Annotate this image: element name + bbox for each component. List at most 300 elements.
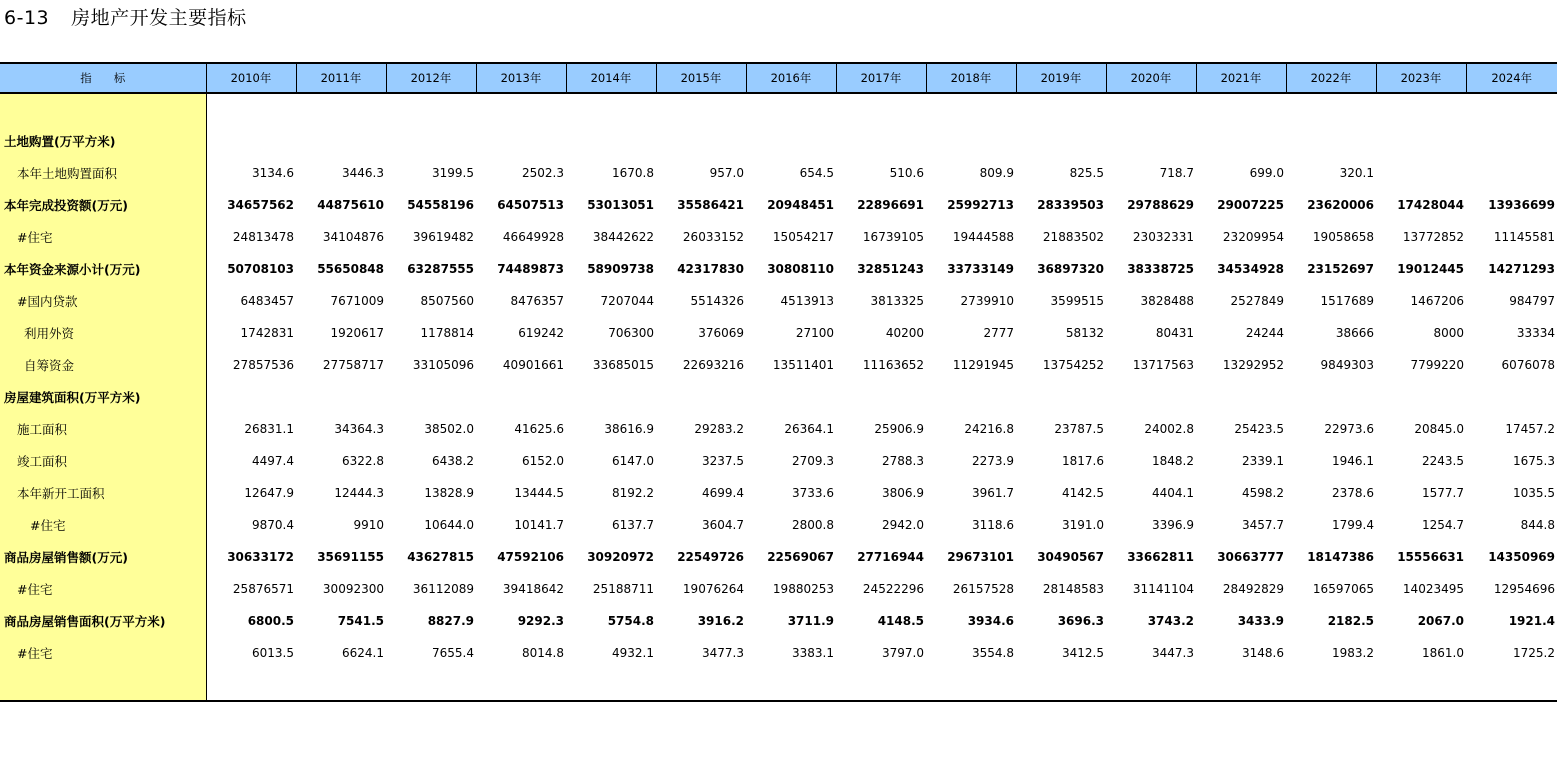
year-column-header: 2021年 xyxy=(1196,63,1286,93)
indicator-label: #住宅 xyxy=(0,221,206,253)
empty-cell xyxy=(926,93,1016,125)
value-cell: 15556631 xyxy=(1397,550,1464,564)
value-cell: 3828488 xyxy=(1140,294,1194,308)
value-cell: 23209954 xyxy=(1222,230,1284,244)
value-cell: 12444.3 xyxy=(334,486,384,500)
value-cell: 38616.9 xyxy=(604,422,654,436)
value-cell: 12954696 xyxy=(1493,582,1555,596)
value-cell xyxy=(1466,381,1557,413)
value-cell: 4513913 xyxy=(780,294,834,308)
value-cell: 376069 xyxy=(698,326,744,340)
value-cell: 11291945 xyxy=(952,358,1014,372)
value-cell: 24522296 xyxy=(862,582,924,596)
empty-cell xyxy=(386,669,476,700)
value-cell: 7207044 xyxy=(600,294,654,308)
value-cell: 3813325 xyxy=(870,294,924,308)
year-column-header: 2010年 xyxy=(206,63,296,93)
value-cell: 24244 xyxy=(1245,326,1284,340)
value-cell xyxy=(206,381,296,413)
value-cell: 28148583 xyxy=(1042,582,1104,596)
value-cell: 984797 xyxy=(1509,294,1555,308)
value-cell: 19076264 xyxy=(682,582,744,596)
value-cell: 54558196 xyxy=(407,198,474,212)
value-cell: 3383.1 xyxy=(792,646,834,660)
value-cell: 17457.2 xyxy=(1505,422,1555,436)
value-cell: 9849303 xyxy=(1320,358,1374,372)
value-cell: 16597065 xyxy=(1312,582,1374,596)
indicators-table xyxy=(0,62,1557,700)
value-cell: 35691155 xyxy=(317,550,384,564)
empty-cell xyxy=(746,669,836,700)
empty-cell xyxy=(1016,669,1106,700)
indicator-label: 土地购置(万平方米) xyxy=(0,125,206,157)
value-cell: 1517689 xyxy=(1320,294,1374,308)
empty-cell xyxy=(386,93,476,125)
value-cell: 46649928 xyxy=(502,230,564,244)
value-cell: 17428044 xyxy=(1397,198,1464,212)
value-cell: 32851243 xyxy=(857,262,924,276)
value-cell: 58909738 xyxy=(587,262,654,276)
value-cell: 33733149 xyxy=(947,262,1014,276)
value-cell: 27758717 xyxy=(322,358,384,372)
value-cell: 718.7 xyxy=(1159,166,1194,180)
value-cell: 26157528 xyxy=(952,582,1014,596)
value-cell: 39418642 xyxy=(502,582,564,596)
value-cell: 2527849 xyxy=(1230,294,1284,308)
value-cell xyxy=(746,381,836,413)
value-cell: 55650848 xyxy=(317,262,384,276)
value-cell: 40200 xyxy=(885,326,924,340)
value-cell: 3554.8 xyxy=(972,646,1014,660)
value-cell: 6624.1 xyxy=(342,646,384,660)
spacer-row xyxy=(0,93,1557,125)
table-row xyxy=(0,349,1557,381)
value-cell: 6438.2 xyxy=(432,454,474,468)
value-cell xyxy=(1286,381,1376,413)
value-cell: 6013.5 xyxy=(252,646,294,660)
value-cell: 7541.5 xyxy=(337,614,384,628)
value-cell: 2378.6 xyxy=(1332,486,1374,500)
indicator-label: 本年土地购置面积 xyxy=(0,157,206,189)
value-cell: 2339.1 xyxy=(1242,454,1284,468)
value-cell: 8507560 xyxy=(420,294,474,308)
value-cell: 19444588 xyxy=(952,230,1014,244)
indicator-label: 本年新开工面积 xyxy=(0,477,206,509)
table-row xyxy=(0,509,1557,541)
value-cell: 13754252 xyxy=(1042,358,1104,372)
table-row xyxy=(0,381,1557,413)
value-cell: 27716944 xyxy=(857,550,924,564)
value-cell: 4497.4 xyxy=(252,454,294,468)
value-cell: 3191.0 xyxy=(1062,518,1104,532)
value-cell: 40901661 xyxy=(502,358,564,372)
value-cell xyxy=(566,381,656,413)
value-cell: 35586421 xyxy=(677,198,744,212)
value-cell: 3447.3 xyxy=(1152,646,1194,660)
indicator-label: 本年资金来源小计(万元) xyxy=(0,253,206,285)
empty-cell xyxy=(836,93,926,125)
value-cell: 2067.0 xyxy=(1417,614,1464,628)
value-cell: 23152697 xyxy=(1307,262,1374,276)
value-cell: 25906.9 xyxy=(874,422,924,436)
value-cell xyxy=(1466,157,1557,189)
value-cell: 33105096 xyxy=(412,358,474,372)
year-column-header: 2024年 xyxy=(1466,63,1557,93)
value-cell: 25876571 xyxy=(232,582,294,596)
value-cell: 3134.6 xyxy=(252,166,294,180)
value-cell xyxy=(656,381,746,413)
value-cell: 34657562 xyxy=(227,198,294,212)
value-cell: 22693216 xyxy=(682,358,744,372)
value-cell xyxy=(206,125,296,157)
indicator-label: #住宅 xyxy=(0,637,206,669)
value-cell: 3237.5 xyxy=(702,454,744,468)
empty-cell xyxy=(656,93,746,125)
value-cell xyxy=(1196,125,1286,157)
value-cell xyxy=(746,125,836,157)
value-cell: 29673101 xyxy=(947,550,1014,564)
value-cell: 74489873 xyxy=(497,262,564,276)
value-cell: 23032331 xyxy=(1132,230,1194,244)
value-cell: 27100 xyxy=(795,326,834,340)
value-cell: 2739910 xyxy=(960,294,1014,308)
empty-cell xyxy=(926,669,1016,700)
value-cell: 1817.6 xyxy=(1062,454,1104,468)
year-column-header: 2011年 xyxy=(296,63,386,93)
value-cell: 19880253 xyxy=(772,582,834,596)
value-cell: 2788.3 xyxy=(882,454,924,468)
value-cell: 80431 xyxy=(1155,326,1194,340)
indicator-column-header: 指标 xyxy=(0,63,206,93)
value-cell xyxy=(1016,381,1106,413)
value-cell: 34104876 xyxy=(322,230,384,244)
indicator-label: 施工面积 xyxy=(0,413,206,445)
data-table-container xyxy=(0,62,1557,700)
table-row xyxy=(0,605,1557,637)
value-cell: 1946.1 xyxy=(1332,454,1374,468)
value-cell: 4404.1 xyxy=(1152,486,1194,500)
value-cell: 25423.5 xyxy=(1234,422,1284,436)
value-cell: 12647.9 xyxy=(244,486,294,500)
value-cell: 64507513 xyxy=(497,198,564,212)
table-row xyxy=(0,413,1557,445)
value-cell: 20948451 xyxy=(767,198,834,212)
value-cell: 3733.6 xyxy=(792,486,834,500)
indicator-cell-empty xyxy=(0,93,206,125)
table-row xyxy=(0,285,1557,317)
year-column-header: 2022年 xyxy=(1286,63,1376,93)
value-cell: 27857536 xyxy=(232,358,294,372)
value-cell: 3743.2 xyxy=(1147,614,1194,628)
indicator-label: #住宅 xyxy=(0,573,206,605)
indicator-label: 利用外资 xyxy=(0,317,206,349)
value-cell xyxy=(1016,125,1106,157)
value-cell: 825.5 xyxy=(1069,166,1104,180)
value-cell: 3446.3 xyxy=(342,166,384,180)
value-cell: 3396.9 xyxy=(1152,518,1194,532)
page-title xyxy=(4,4,247,32)
table-row xyxy=(0,253,1557,285)
empty-cell xyxy=(1196,669,1286,700)
value-cell: 42317830 xyxy=(677,262,744,276)
value-cell: 5514326 xyxy=(690,294,744,308)
value-cell: 33662811 xyxy=(1127,550,1194,564)
value-cell: 24002.8 xyxy=(1144,422,1194,436)
value-cell: 654.5 xyxy=(799,166,834,180)
value-cell xyxy=(386,381,476,413)
value-cell xyxy=(836,125,926,157)
value-cell: 619242 xyxy=(518,326,564,340)
value-cell: 1670.8 xyxy=(612,166,654,180)
value-cell: 8827.9 xyxy=(427,614,474,628)
value-cell: 30808110 xyxy=(767,262,834,276)
empty-cell xyxy=(746,93,836,125)
value-cell: 8000 xyxy=(1433,326,1464,340)
empty-cell xyxy=(1016,93,1106,125)
value-cell: 39619482 xyxy=(412,230,474,244)
empty-cell xyxy=(296,669,386,700)
value-cell: 4932.1 xyxy=(612,646,654,660)
empty-cell xyxy=(1376,93,1466,125)
year-column-header: 2019年 xyxy=(1016,63,1106,93)
year-column-header: 2015年 xyxy=(656,63,746,93)
value-cell: 3148.6 xyxy=(1242,646,1284,660)
value-cell: 1675.3 xyxy=(1513,454,1555,468)
value-cell: 706300 xyxy=(608,326,654,340)
value-cell: 14023495 xyxy=(1402,582,1464,596)
value-cell: 3118.6 xyxy=(972,518,1014,532)
value-cell: 3797.0 xyxy=(882,646,924,660)
empty-cell xyxy=(476,93,566,125)
value-cell xyxy=(926,125,1016,157)
value-cell: 30490567 xyxy=(1037,550,1104,564)
value-cell: 28492829 xyxy=(1222,582,1284,596)
value-cell: 9292.3 xyxy=(517,614,564,628)
table-header-row xyxy=(0,63,1557,93)
value-cell: 36112089 xyxy=(412,582,474,596)
value-cell: 26033152 xyxy=(682,230,744,244)
value-cell: 9870.4 xyxy=(252,518,294,532)
indicator-label: 房屋建筑面积(万平方米) xyxy=(0,381,206,413)
value-cell: 2243.5 xyxy=(1422,454,1464,468)
value-cell: 33685015 xyxy=(592,358,654,372)
value-cell: 3696.3 xyxy=(1057,614,1104,628)
empty-cell xyxy=(566,669,656,700)
empty-cell xyxy=(1196,93,1286,125)
value-cell: 2182.5 xyxy=(1327,614,1374,628)
value-cell xyxy=(1106,381,1196,413)
empty-cell xyxy=(206,93,296,125)
value-cell: 809.9 xyxy=(979,166,1014,180)
year-column-header: 2013年 xyxy=(476,63,566,93)
value-cell: 30633172 xyxy=(227,550,294,564)
table-number: 6-13 xyxy=(4,7,50,29)
value-cell: 34534928 xyxy=(1217,262,1284,276)
table-row xyxy=(0,477,1557,509)
value-cell xyxy=(476,381,566,413)
value-cell: 6137.7 xyxy=(612,518,654,532)
table-title: 房地产开发主要指标 xyxy=(71,7,247,29)
value-cell: 9910 xyxy=(353,518,384,532)
table-row xyxy=(0,573,1557,605)
value-cell xyxy=(566,125,656,157)
value-cell: 36897320 xyxy=(1037,262,1104,276)
value-cell: 1725.2 xyxy=(1513,646,1555,660)
value-cell xyxy=(1106,125,1196,157)
value-cell: 320.1 xyxy=(1339,166,1374,180)
value-cell: 6076078 xyxy=(1501,358,1555,372)
value-cell: 3457.7 xyxy=(1242,518,1284,532)
indicator-label: 商品房屋销售面积(万平方米) xyxy=(0,605,206,637)
table-row xyxy=(0,637,1557,669)
value-cell: 23620006 xyxy=(1307,198,1374,212)
bottom-spacer-row xyxy=(0,669,1557,700)
value-cell: 1799.4 xyxy=(1332,518,1374,532)
value-cell: 1577.7 xyxy=(1422,486,1464,500)
value-cell: 25188711 xyxy=(592,582,654,596)
value-cell: 22549726 xyxy=(677,550,744,564)
table-row xyxy=(0,317,1557,349)
value-cell: 20845.0 xyxy=(1414,422,1464,436)
table-row xyxy=(0,125,1557,157)
value-cell: 18147386 xyxy=(1307,550,1374,564)
value-cell: 23787.5 xyxy=(1054,422,1104,436)
empty-cell xyxy=(656,669,746,700)
value-cell xyxy=(1196,381,1286,413)
indicator-cell-empty xyxy=(0,669,206,700)
value-cell: 28339503 xyxy=(1037,198,1104,212)
value-cell xyxy=(1376,157,1466,189)
value-cell: 30663777 xyxy=(1217,550,1284,564)
indicator-label: #住宅 xyxy=(0,509,206,541)
value-cell: 43627815 xyxy=(407,550,474,564)
value-cell: 8014.8 xyxy=(522,646,564,660)
year-column-header: 2017年 xyxy=(836,63,926,93)
table-row xyxy=(0,541,1557,573)
table-bottom-rule xyxy=(0,700,1557,702)
indicator-label: 本年完成投资额(万元) xyxy=(0,189,206,221)
year-column-header: 2018年 xyxy=(926,63,1016,93)
value-cell xyxy=(1376,125,1466,157)
value-cell: 21883502 xyxy=(1042,230,1104,244)
empty-cell xyxy=(1466,93,1557,125)
value-cell: 38338725 xyxy=(1127,262,1194,276)
value-cell: 2777 xyxy=(983,326,1014,340)
value-cell: 2942.0 xyxy=(882,518,924,532)
value-cell: 22569067 xyxy=(767,550,834,564)
value-cell: 50708103 xyxy=(227,262,294,276)
value-cell: 5754.8 xyxy=(607,614,654,628)
empty-cell xyxy=(1466,669,1557,700)
value-cell: 31141104 xyxy=(1132,582,1194,596)
value-cell: 3412.5 xyxy=(1062,646,1104,660)
empty-cell xyxy=(1376,669,1466,700)
value-cell: 6483457 xyxy=(240,294,294,308)
value-cell: 2800.8 xyxy=(792,518,834,532)
value-cell: 1467206 xyxy=(1410,294,1464,308)
value-cell: 1848.2 xyxy=(1152,454,1194,468)
value-cell: 3961.7 xyxy=(972,486,1014,500)
table-row xyxy=(0,189,1557,221)
value-cell: 844.8 xyxy=(1520,518,1555,532)
value-cell: 4699.4 xyxy=(702,486,744,500)
value-cell xyxy=(1376,381,1466,413)
value-cell: 3199.5 xyxy=(432,166,474,180)
value-cell: 2502.3 xyxy=(522,166,564,180)
table-row xyxy=(0,157,1557,189)
value-cell: 6800.5 xyxy=(247,614,294,628)
value-cell: 699.0 xyxy=(1249,166,1284,180)
value-cell: 11145581 xyxy=(1493,230,1555,244)
value-cell: 13292952 xyxy=(1222,358,1284,372)
table-row xyxy=(0,445,1557,477)
value-cell: 10141.7 xyxy=(514,518,564,532)
value-cell: 7799220 xyxy=(1410,358,1464,372)
value-cell: 2709.3 xyxy=(792,454,834,468)
value-cell: 30920972 xyxy=(587,550,654,564)
value-cell: 14271293 xyxy=(1488,262,1555,276)
value-cell: 3604.7 xyxy=(702,518,744,532)
value-cell: 7671009 xyxy=(330,294,384,308)
value-cell: 3916.2 xyxy=(697,614,744,628)
value-cell: 13717563 xyxy=(1132,358,1194,372)
indicator-label: 自筹资金 xyxy=(0,349,206,381)
value-cell: 6322.8 xyxy=(342,454,384,468)
value-cell: 26831.1 xyxy=(244,422,294,436)
value-cell: 13444.5 xyxy=(514,486,564,500)
value-cell: 22896691 xyxy=(857,198,924,212)
value-cell: 34364.3 xyxy=(334,422,384,436)
value-cell xyxy=(1466,125,1557,157)
year-column-header: 2020年 xyxy=(1106,63,1196,93)
value-cell: 30092300 xyxy=(322,582,384,596)
value-cell: 26364.1 xyxy=(784,422,834,436)
value-cell: 13828.9 xyxy=(424,486,474,500)
value-cell: 19012445 xyxy=(1397,262,1464,276)
value-cell: 13511401 xyxy=(772,358,834,372)
value-cell: 4598.2 xyxy=(1242,486,1284,500)
empty-cell xyxy=(206,669,296,700)
empty-cell xyxy=(1286,669,1376,700)
value-cell: 1742831 xyxy=(240,326,294,340)
value-cell: 33334 xyxy=(1516,326,1555,340)
value-cell: 3599515 xyxy=(1050,294,1104,308)
value-cell xyxy=(296,125,386,157)
value-cell: 1178814 xyxy=(420,326,474,340)
year-column-header: 2012年 xyxy=(386,63,476,93)
value-cell: 22973.6 xyxy=(1324,422,1374,436)
value-cell xyxy=(476,125,566,157)
value-cell: 4142.5 xyxy=(1062,486,1104,500)
empty-cell xyxy=(476,669,566,700)
value-cell xyxy=(1286,125,1376,157)
value-cell: 1983.2 xyxy=(1332,646,1374,660)
value-cell: 14350969 xyxy=(1488,550,1555,564)
value-cell: 38502.0 xyxy=(424,422,474,436)
empty-cell xyxy=(1286,93,1376,125)
empty-cell xyxy=(836,669,926,700)
value-cell: 8192.2 xyxy=(612,486,654,500)
value-cell: 29007225 xyxy=(1217,198,1284,212)
value-cell: 19058658 xyxy=(1312,230,1374,244)
value-cell xyxy=(926,381,1016,413)
value-cell: 1254.7 xyxy=(1422,518,1464,532)
value-cell: 13772852 xyxy=(1402,230,1464,244)
value-cell: 4148.5 xyxy=(877,614,924,628)
value-cell: 58132 xyxy=(1065,326,1104,340)
value-cell: 29283.2 xyxy=(694,422,744,436)
value-cell: 16739105 xyxy=(862,230,924,244)
